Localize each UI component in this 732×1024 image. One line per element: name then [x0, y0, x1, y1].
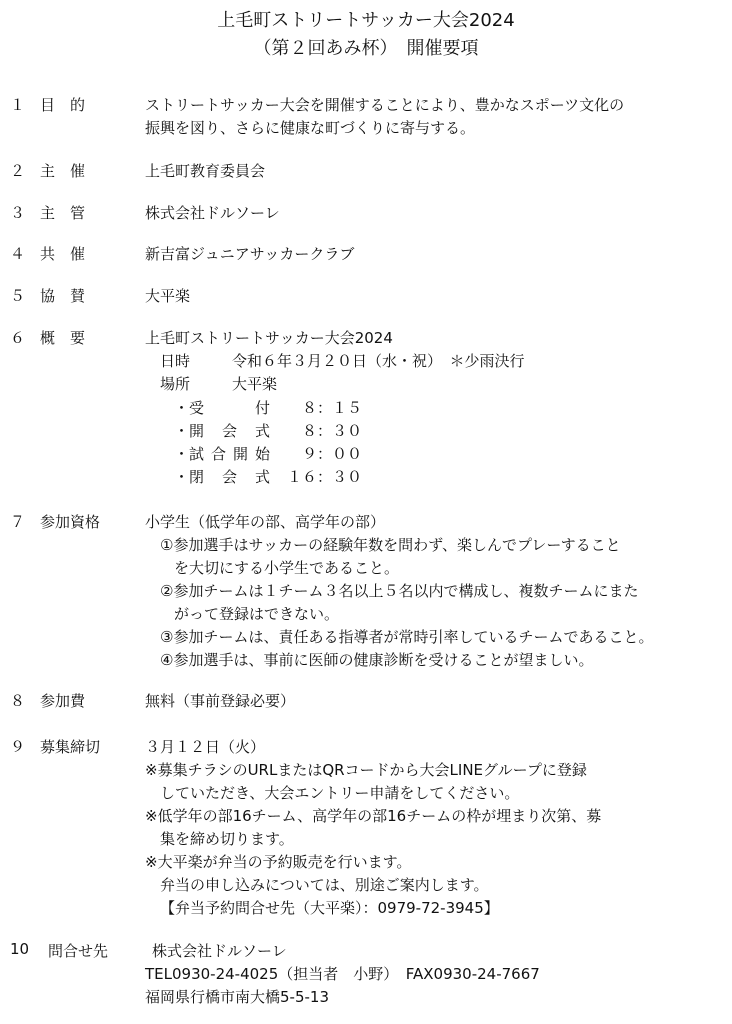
section-text-line: を大切にする小学生であること。 [174, 559, 400, 577]
section-text-line: 新吉富ジュニアサッカークラブ [145, 245, 355, 263]
schedule-time: １６：３０ [286, 468, 362, 486]
section-number: ８ [10, 692, 26, 710]
section-number: 10 [10, 940, 30, 958]
section-text-line: 無料（事前登録必要） [145, 692, 296, 710]
event-date-row [160, 350, 525, 371]
section-text-line: ※大平楽が弁当の予約販売を行います。 [145, 853, 412, 871]
section-text-line: ②参加チームは１チーム３名以上５名以内で構成し、複数チームにまた [160, 582, 639, 600]
document-subtitle: （第２回あみ杯） 開催要項 [253, 38, 479, 59]
section-text-line: ストリートサッカー大会を開催することにより、豊かなスポーツ文化の [145, 96, 625, 114]
section-text-line: 集を締め切ります。 [160, 830, 294, 848]
section-number: ３ [10, 204, 26, 222]
schedule-row [174, 443, 362, 464]
section-text-line: 大平楽 [145, 287, 191, 305]
section-text-line: 上毛町ストリートサッカー大会2024 [145, 329, 393, 347]
section-number: １ [10, 96, 26, 114]
section-text-line: ※募集チラシのURLまたはQRコードから大会LINEグループに登録 [145, 761, 587, 779]
event-place-row [160, 373, 277, 394]
event-date-key: 日時 [160, 352, 191, 370]
section-label: 協 賛 [40, 287, 86, 305]
section-text-line: 株式会社ドルソーレ [152, 942, 287, 960]
schedule-row [174, 420, 362, 441]
section-text-line: ※低学年の部16チーム、高学年の部16チームの枠が埋まり次第、募 [145, 807, 602, 825]
schedule-time: ９：００ [301, 445, 362, 463]
section-label: 募集締切 [40, 738, 101, 756]
section-label: 目 的 [40, 96, 86, 114]
section-text-line: TEL0930-24-4025（担当者 小野） FAX0930-24-7667 [145, 965, 540, 983]
event-place-value: 大平楽 [232, 375, 278, 393]
section-number: ５ [10, 287, 26, 305]
section-label: 問合せ先 [48, 942, 109, 960]
event-date-value: 令和６年３月２０日（水・祝） ＊少雨決行 [232, 352, 525, 370]
schedule-item: ・閉 会 式 [174, 468, 270, 486]
section-text-line: 【弁当予約問合せ先（大平楽）：0979-72-3945】 [160, 899, 499, 917]
section-number: ４ [10, 245, 26, 263]
section-text-line: 小学生（低学年の部、高学年の部） [145, 513, 386, 531]
document-title: 上毛町ストリートサッカー大会2024 [217, 10, 515, 31]
section-number: ９ [10, 738, 26, 756]
section-label: 参加費 [40, 692, 86, 710]
event-place-key: 場所 [160, 375, 191, 393]
schedule-row [174, 466, 362, 487]
schedule-time: ８：１５ [301, 399, 362, 417]
section-text-line: 弁当の申し込みについては、別途ご案内します。 [160, 876, 489, 894]
section-label: 共 催 [40, 245, 86, 263]
section-number: ６ [10, 329, 26, 347]
section-text-line: ３月１２日（火） [145, 738, 266, 756]
section-text-line: 株式会社ドルソーレ [145, 204, 280, 222]
section-number: ７ [10, 513, 26, 531]
section-label: 参加資格 [40, 513, 101, 531]
section-label: 主 管 [40, 204, 86, 222]
schedule-item: ・試 合 開 始 [174, 445, 270, 463]
section-text-line: ③参加チームは、責任ある指導者が常時引率しているチームであること。 [160, 628, 654, 646]
schedule-row [174, 397, 362, 418]
section-text-line: ④参加選手は、事前に医師の健康診断を受けることが望ましい。 [160, 651, 594, 669]
section-text-line: していただき、大会エントリー申請をしてください。 [160, 784, 520, 802]
schedule-item: ・開 会 式 [174, 422, 270, 440]
section-text-line: 振興を図り、さらに健康な町づくりに寄与する。 [145, 119, 476, 137]
schedule-time: ８：３０ [301, 422, 362, 440]
section-text-line: がって登録はできない。 [174, 605, 340, 623]
section-text-line: 上毛町教育委員会 [145, 162, 266, 180]
schedule-item: ・受 付 [174, 399, 270, 417]
section-text-line: 福岡県行橋市南大橋5-5-13 [145, 988, 329, 1006]
section-text-line: ①参加選手はサッカーの経験年数を問わず、楽しんでプレーすること [160, 536, 621, 554]
section-number: ２ [10, 162, 26, 180]
section-label: 主 催 [40, 162, 86, 180]
section-label: 概 要 [40, 329, 86, 347]
